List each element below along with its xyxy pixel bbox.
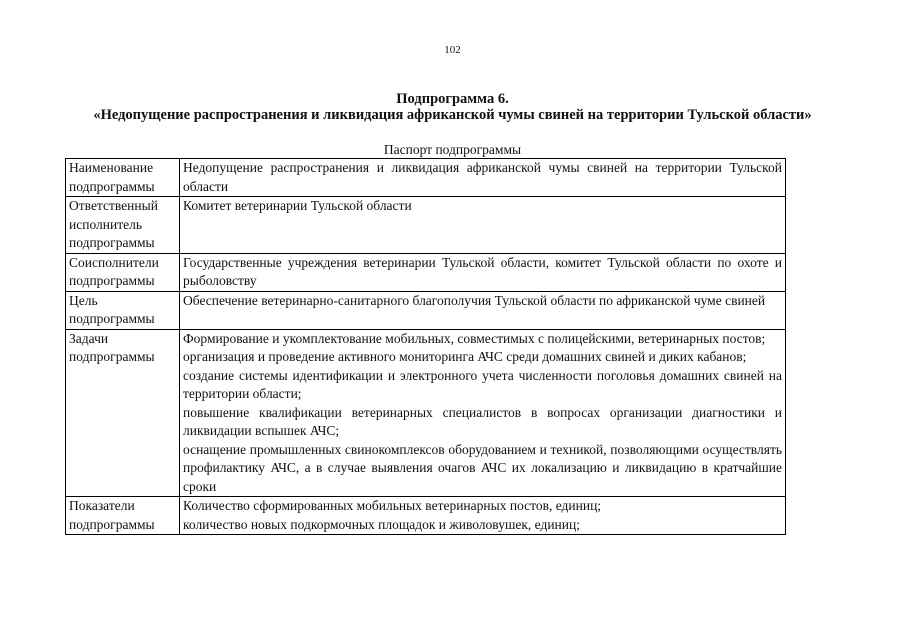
- row-value: [180, 291, 786, 329]
- row-value: [180, 197, 786, 254]
- row-label: Ответственный исполнитель подпрограммы: [66, 197, 180, 254]
- row-label: Наименование подпрограммы: [66, 159, 180, 197]
- row-text: Комитет ветеринарии Тульской области: [183, 198, 412, 213]
- document-title: Подпрограмма 6.: [396, 91, 509, 107]
- task-item: оснащение промышленных свинокомплексов оборудованием и техникой, позволяющими осуществлять профилактику АЧС, а в случае выявления очагов АЧС их локализацию и ликвидацию в кратчайшие сроки: [183, 441, 782, 494]
- table-row: [66, 497, 786, 535]
- table-row: [66, 197, 786, 254]
- task-item: повышение квалификации ветеринарных специалистов в вопросах организации диагностики и ликвидации вспышек АЧС;: [183, 404, 782, 438]
- row-label: Задачи подпрограммы: [66, 329, 180, 497]
- passport-table: [65, 158, 786, 535]
- task-item: создание системы идентификации и электронного учета численности поголовья домашних свиней на территории области;: [183, 367, 782, 401]
- table-row: [66, 159, 786, 197]
- table-row: [66, 253, 786, 291]
- task-item: организация и проведение активного мониторинга АЧС среди домашних свиней и диких кабанов;: [183, 349, 747, 364]
- row-value: [180, 497, 786, 535]
- row-value: [180, 329, 786, 497]
- table-row: [66, 329, 786, 497]
- row-label: Цель подпрограммы: [66, 291, 180, 329]
- row-text: Государственные учреждения ветеринарии Тульской области, комитет Тульской области по охоте и рыболовству: [183, 254, 782, 288]
- table-row: [66, 291, 786, 329]
- row-text: Недопущение распространения и ликвидация африканской чумы свиней на территории Тульской области: [183, 160, 782, 194]
- row-value: [180, 159, 786, 197]
- indicator-item: количество новых подкормочных площадок и живоловушек, единиц;: [183, 516, 580, 532]
- table-caption: Паспорт подпрограммы: [383, 142, 522, 157]
- row-text: Обеспечение ветеринарно-санитарного благополучия Тульской области по африканской чуме свиней: [183, 292, 766, 308]
- row-label: Соисполнители подпрограммы: [66, 253, 180, 291]
- task-item: Формирование и укомплектование мобильных, совместимых с полицейскими, ветеринарных постов;: [183, 330, 766, 346]
- indicator-item: Количество сформированных мобильных ветеринарных постов, единиц;: [183, 498, 602, 513]
- page-number: 102: [444, 44, 461, 56]
- row-label: Показатели подпрограммы: [66, 497, 180, 535]
- document-subtitle: «Недопущение распространения и ликвидация африканской чумы свиней на территории Тульской области»: [93, 107, 812, 123]
- row-value: [180, 253, 786, 291]
